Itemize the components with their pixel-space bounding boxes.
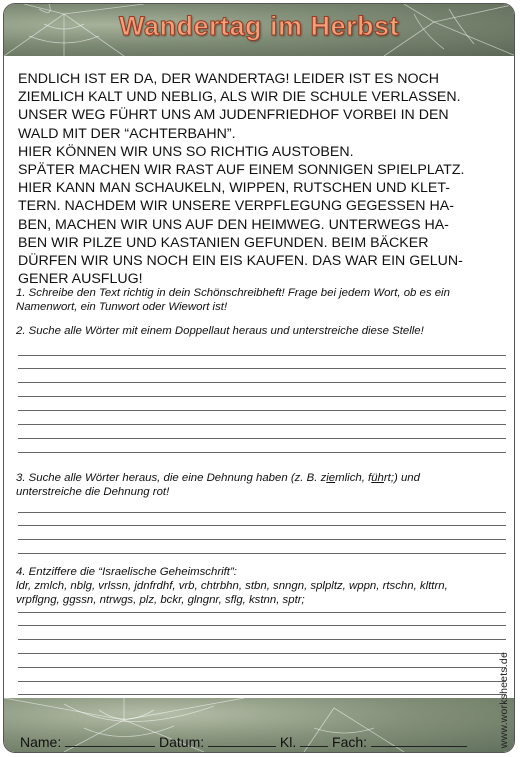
class-label: Kl.	[279, 734, 297, 750]
class-field[interactable]	[300, 734, 328, 747]
story-line: TERN. NACHDEM WIR UNSERE VERPFLEGUNG GEGESSEN HA-	[18, 198, 454, 215]
writing-line[interactable]	[18, 382, 506, 383]
writing-line[interactable]	[18, 694, 506, 695]
writing-line[interactable]	[18, 396, 506, 397]
task-3-line: unterstreiche die Dehnung rot!	[16, 486, 170, 498]
writing-line[interactable]	[18, 625, 506, 626]
story-line: GENER AUSFLUG!	[18, 271, 143, 288]
story-text	[18, 70, 498, 288]
writing-line[interactable]	[18, 424, 506, 425]
story-line: ZIEMLICH KALT UND NEBLIG, ALS WIR DIE SCHULE VERLASSEN.	[18, 89, 461, 106]
task-1-line: Namenwort, ein Tunwort oder Wiewort ist!	[16, 301, 228, 313]
name-label: Name:	[20, 734, 62, 750]
writing-line[interactable]	[18, 355, 506, 356]
task-4	[16, 565, 508, 607]
task-2	[16, 324, 508, 338]
worksheet-frame	[3, 3, 515, 753]
task-1	[16, 286, 508, 314]
writing-line[interactable]	[18, 525, 506, 526]
writing-line[interactable]	[18, 612, 506, 613]
writing-line[interactable]	[18, 512, 506, 513]
subject-field[interactable]	[371, 734, 467, 747]
task-4-line: 4. Entziffere die “Israelische Geheimschrift”:	[16, 566, 237, 578]
story-line: SPÄTER MACHEN WIR RAST AUF EINEM SONNIGEN SPIELPLATZ.	[18, 162, 465, 179]
header-banner	[4, 4, 514, 56]
page-title: Wandertag im Herbst	[118, 11, 400, 41]
footer-banner	[4, 698, 514, 752]
story-line: DÜRFEN WIR UNS NOCH EIN EIS KAUFEN. DAS WAR EIN GELUN-	[18, 253, 463, 270]
writing-line[interactable]	[18, 681, 506, 682]
writing-line[interactable]	[18, 539, 506, 540]
writing-line[interactable]	[18, 438, 506, 439]
subject-label: Fach:	[332, 734, 368, 750]
writing-line[interactable]	[18, 368, 506, 369]
story-line: BEN, MACHEN WIR UNS AUF DEN HEIMWEG. UNTERWEGS HA-	[18, 216, 449, 233]
writing-line[interactable]	[18, 639, 506, 640]
writing-line[interactable]	[18, 653, 506, 654]
story-line: HIER KANN MAN SCHAUKELN, WIPPEN, RUTSCHEN UND KLET-	[18, 180, 450, 197]
task-2-line: 2. Suche alle Wörter mit einem Doppellaut heraus und unterstreiche diese Stelle!	[16, 325, 424, 337]
writing-line[interactable]	[18, 452, 506, 453]
task-1-line: 1. Schreibe den Text richtig in dein Schönschreibheft! Frage bei jedem Wort, ob es ein	[16, 287, 450, 299]
writing-line[interactable]	[18, 410, 506, 411]
date-field[interactable]	[208, 734, 276, 747]
task-4-line: ldr, zmlch, nblg, vrlssn, jdnfrdhf, vrb, chtrbhn, stbn, snngn, splpltz, wppn, rtschn, klttrn,	[16, 580, 448, 592]
story-line: HIER KÖNNEN WIR UNS SO RICHTIG AUSTOBEN.	[18, 143, 354, 160]
story-line: BEN WIR PILZE UND KASTANIEN GEFUNDEN. BEIM BÄCKER	[18, 234, 429, 251]
footer-fields	[20, 734, 467, 750]
credit-text: www.worksheets.de	[498, 652, 510, 749]
story-line: UNSER WEG FÜHRT UNS AM JUDENFRIEDHOF VORBEI IN DEN	[18, 107, 449, 124]
task-3	[16, 471, 508, 499]
date-label: Datum:	[159, 734, 205, 750]
task-4-line: vrpflgng, ggssn, ntrwgs, plz, bckr, glngnr, sflg, kstnn, sptr;	[16, 594, 305, 606]
story-line: WALD MIT DER “ACHTERBAHN”.	[18, 125, 236, 142]
writing-line[interactable]	[18, 667, 506, 668]
task-3-line: 3. Suche alle Wörter heraus, die eine Dehnung haben (z. B. ziemlich, führt;) und	[16, 472, 420, 484]
story-line: ENDLICH IST ER DA, DER WANDERTAG! LEIDER IST ES NOCH	[18, 71, 439, 87]
name-field[interactable]	[65, 734, 155, 747]
writing-line[interactable]	[18, 553, 506, 554]
